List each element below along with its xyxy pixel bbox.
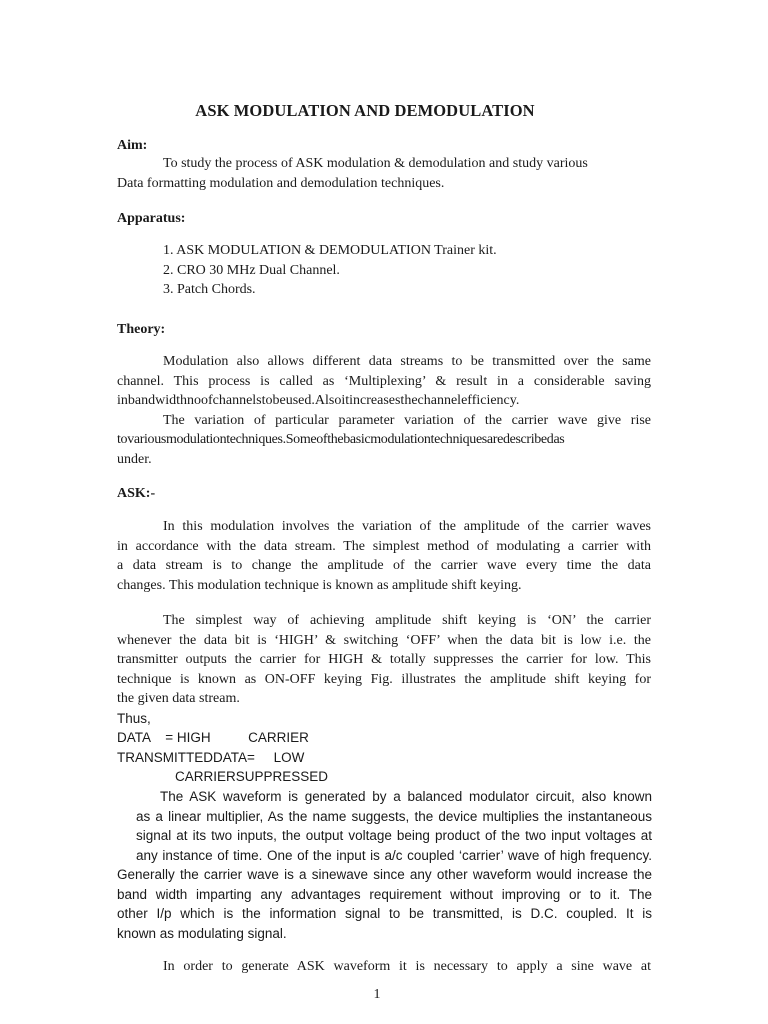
theory-line: inbandwidthnoofchannelstobeused.Alsoitincreasesthechannelefficiency. <box>117 393 520 408</box>
ask-paragraph-4 <box>117 957 651 977</box>
ask-heading: ASK:- <box>117 486 156 501</box>
ask-line: transmitter outputs the carrier for HIGH & totally suppresses the carrier for low. This <box>117 652 651 667</box>
theory-line: tovariousmodulationtechniques.Someofthebasicmodulationtechniquesaredescribedas <box>117 432 565 447</box>
ask-line: signal at its two inputs, the output voltage being product of the two input voltages at <box>136 828 652 843</box>
ask-line: Generally the carrier wave is a sinewave since any other waveform would increase the <box>117 867 652 882</box>
apparatus-item: 1. ASK MODULATION & DEMODULATION Trainer kit. <box>163 243 497 258</box>
page-number: 1 <box>373 987 381 1002</box>
ask-line: band width imparting any advantages requirement without improving or to it. The <box>117 886 652 902</box>
ask-paragraph-3 <box>117 787 652 943</box>
ask-line: In order to generate ASK waveform it is necessary to apply a sine wave at <box>163 959 651 974</box>
aim-text-line: Data formatting modulation and demodulation techniques. <box>117 176 445 191</box>
apparatus-heading: Apparatus: <box>117 211 186 226</box>
ask-line: technique is known as ON-OFF keying Fig. illustrates the amplitude shift keying for <box>117 671 651 687</box>
ask-line: any instance of time. One of the input is a/c coupled ‘carrier’ wave of high frequency. <box>136 847 652 863</box>
ask-line: in accordance with the data stream. The simplest method of modulating a carrier with <box>117 538 651 554</box>
ask-line: as a linear multiplier, As the name suggests, the device multiplies the instantaneous <box>136 808 652 824</box>
aim-text-line: To study the process of ASK modulation & demodulation and study various <box>163 156 588 171</box>
ask-paragraph-1 <box>117 517 651 595</box>
ask-line: known as modulating signal. <box>117 925 287 941</box>
ask-line: The simplest way of achieving amplitude shift keying is ‘ON’ the carrier <box>163 613 651 628</box>
ask-paragraph-2 <box>117 611 651 709</box>
ask-line: The ASK waveform is generated by a balanced modulator circuit, also known <box>160 789 652 804</box>
ask-line: other I/p which is the information signal to be transmitted, is D.C. coupled. It is <box>117 906 652 921</box>
theory-paragraph <box>117 352 651 469</box>
page-title: ASK MODULATION AND DEMODULATION <box>195 101 535 120</box>
theory-line: The variation of particular parameter variation of the carrier wave give rise <box>163 412 651 428</box>
ask-line: changes. This modulation technique is known as amplitude shift keying. <box>117 577 522 593</box>
theory-line: Modulation also allows different data streams to be transmitted over the same <box>163 354 651 369</box>
thus-label: Thus, <box>117 711 151 726</box>
suppressed-row: CARRIERSUPPRESSED <box>175 769 329 784</box>
apparatus-item: 2. CRO 30 MHz Dual Channel. <box>163 262 340 278</box>
theory-line: channel. This process is called as ‘Multiplexing’ & result in a considerable saving <box>117 373 651 389</box>
data-row: DATA = HIGH CARRIER <box>117 730 309 745</box>
ask-line: a data stream is to change the amplitude of the carrier wave every time the data <box>117 558 651 573</box>
ask-line: whenever the data bit is ‘HIGH’ & switching ‘OFF’ when the data bit is low i.e. the <box>117 632 651 648</box>
transmitted-row: TRANSMITTEDDATA= LOW <box>117 750 305 765</box>
ask-line: the given data stream. <box>117 691 240 706</box>
ask-line: In this modulation involves the variation of the amplitude of the carrier waves <box>163 519 651 534</box>
apparatus-list <box>163 241 497 300</box>
aim-heading: Aim: <box>117 138 148 153</box>
theory-heading: Theory: <box>117 322 166 337</box>
apparatus-item: 3. Patch Chords. <box>163 282 256 297</box>
theory-line: under. <box>117 451 152 467</box>
